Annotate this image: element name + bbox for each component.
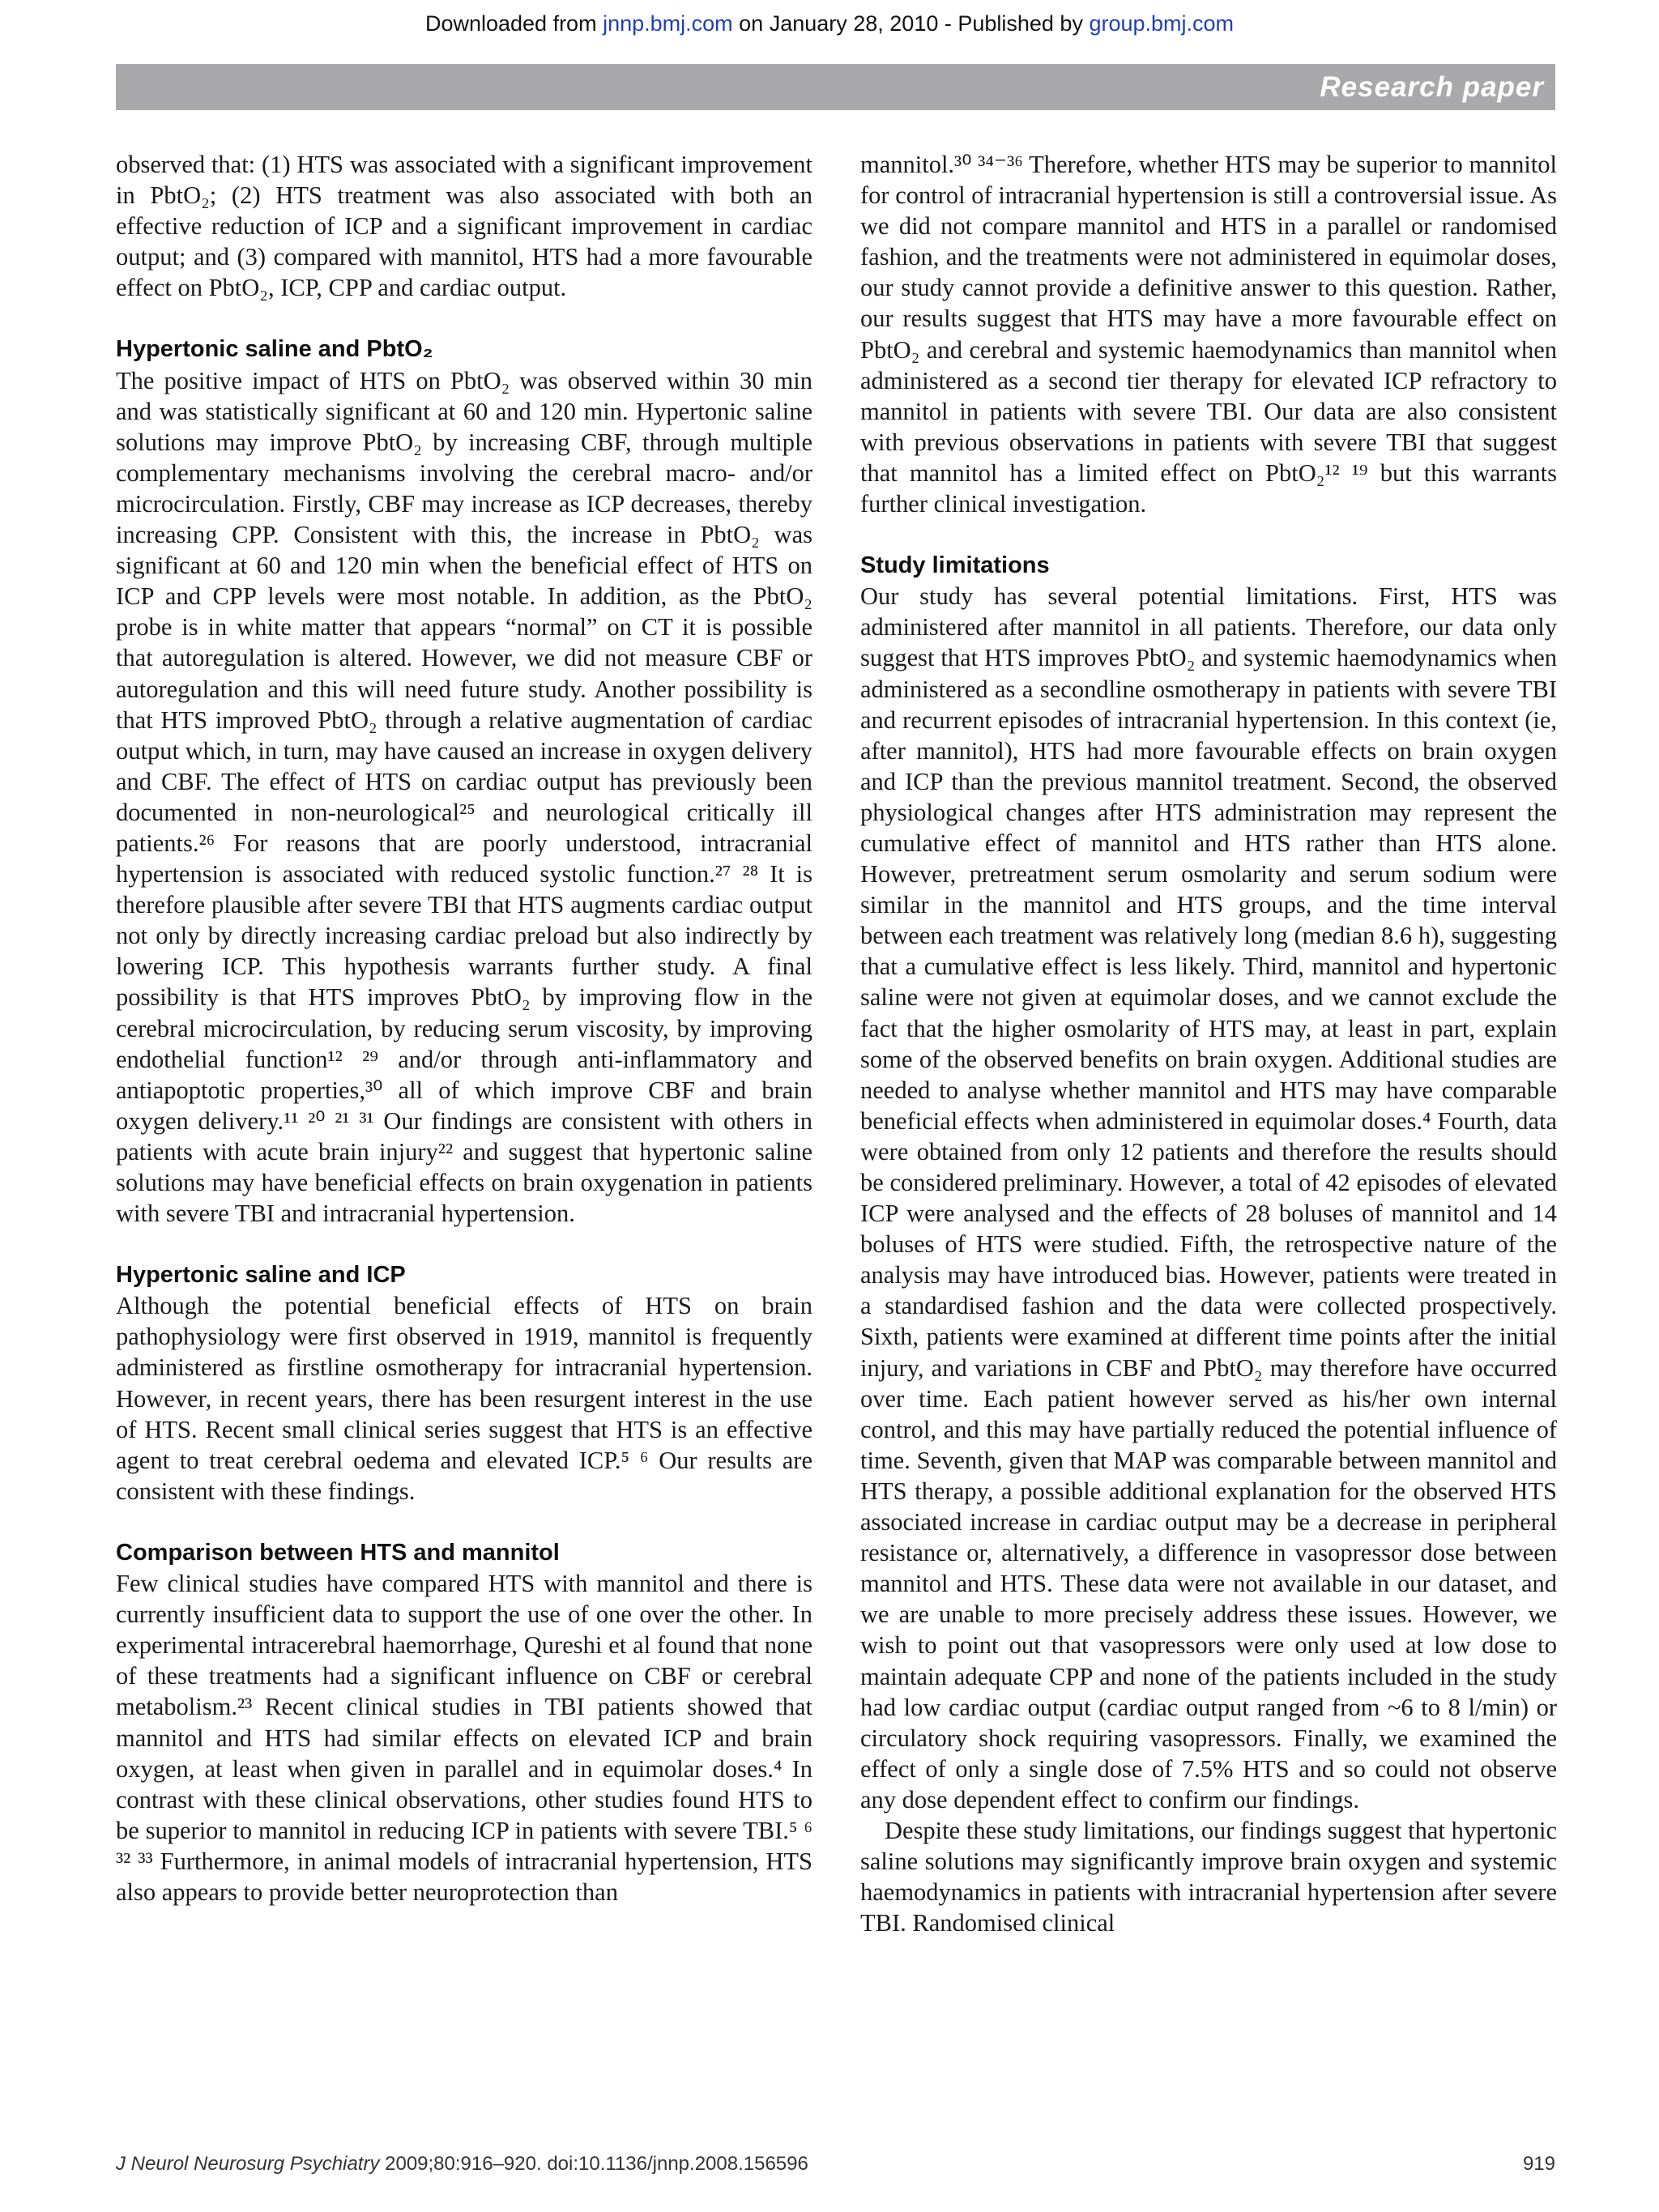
left-column: [116, 149, 812, 1907]
footer-citation: [116, 2153, 808, 2176]
right-column: [860, 149, 1557, 1938]
intro-paragraph: observed that: (1) HTS was associated with a significant improvement in PbtO₂; (2) HTS treatment was also associated with both an effective reduction of ICP and a significant improvement in cardiac output; and (3) compared with mannitol, HTS had a more favourable effect on PbtO₂, ICP, CPP and cardiac output.: [116, 151, 812, 302]
continuation-paragraph: mannitol.³⁰ ³⁴⁻³⁶ Therefore, whether HTS may be superior to mannitol for control of intracranial hypertension is still a controversial issue. As we did not compare mannitol and HTS in a parallel or randomised fashion, and the treatments were not administered in equimolar doses, our study cannot provide a definitive answer to this question. Rather, our results suggest that HTS may have a more favourable effect on PbtO₂ and cerebral and systemic haemodynamics than mannitol when administered as a second tier therapy for elevated ICP refractory to mannitol in patients with severe TBI. Our data are also consistent with previous observations in patients with severe TBI that suggest that mannitol has a limited effect on PbtO₂¹² ¹⁹ but this warrants further clinical investigation.: [860, 151, 1557, 518]
limitations-paragraph: Our study has several potential limitations. First, HTS was administered after mannitol in all patients. Therefore, our data only suggest that HTS improves PbtO₂ and systemic haemodynamics when administered as a secondline osmotherapy in patients with severe TBI and recurrent episodes of intracranial hypertension. In this context (ie, after mannitol), HTS had more favourable effects on brain oxygen and ICP than the previous mannitol treatment. Second, the observed physiological changes after HTS administration may represent the cumulative effect of mannitol and HTS rather than HTS alone. However, pretreatment serum osmolarity and serum sodium were similar in the mannitol and HTS groups, and the time interval between each treatment was relatively long (median 8.6 h), suggesting that a cumulative effect is less likely. Third, mannitol and hypertonic saline were not given at equimolar doses, and we cannot exclude the fact that the higher osmolarity of HTS may, at least in part, explain some of the observed benefits on brain oxygen. Additional studies are needed to analyse whether mannitol and HTS may have comparable beneficial effects when administered in equimolar doses.⁴ Fourth, data were obtained from only 12 patients and therefore the results should be considered preliminary. However, a total of 42 episodes of elevated ICP were analysed and the effects of 28 boluses of mannitol and 14 boluses of HTS were studied. Fifth, the retrospective nature of the analysis may have introduced bias. However, patients were treated in a standardised fashion and the data were collected prospectively. Sixth, patients were examined at different time points after the initial injury, and variations in CBF and PbtO₂ may therefore have occurred over time. Each patient however served as his/her own internal control, and this may have partially reduced the potential influence of time. Seventh, given that MAP was comparable between mannitol and HTS therapy, a possible additional explanation for the observed HTS associated increase in cardiac output may be a decrease in peripheral resistance or, alternatively, a difference in vasopressor dose between mannitol and HTS. These data were not available in our dataset, and we are unable to more precisely address these issues. However, we wish to point out that vasopressors were only used at low dose to maintain adequate CPP and none of the patients included in the study had low cardiac output (cardiac output ranged from ~6 to 8 l/min) or circulatory shock requiring vasopressors. Finally, we examined the effect of only a single dose of 7.5% HTS and so could not observe any dose dependent effect to confirm our findings.: [860, 582, 1557, 1813]
icp-paragraph: Although the potential beneficial effects of HTS on brain pathophysiology were first observed in 1919, mannitol is frequently administered as firstline osmotherapy for intracranial hypertension. However, in recent years, there has been resurgent interest in the use of HTS. Recent small clinical series suggest that HTS is an effective agent to treat cerebral oedema and elevated ICP.⁵ ⁶ Our results are consistent with these findings.: [116, 1292, 812, 1505]
download-middle: on January 28, 2010 - Published by: [732, 11, 1090, 36]
download-prefix: Downloaded from: [424, 11, 603, 36]
heading-study-limitations: Study limitations: [860, 552, 1050, 579]
pbto2-paragraph: The positive impact of HTS on PbtO₂ was observed within 30 min and was statistically significant at 60 and 120 min. Hypertonic saline solutions may improve PbtO₂ by increasing CBF, through multiple complementary mechanisms involving the cerebral macro- and/or microcirculation. Firstly, CBF may increase as ICP decreases, thereby increasing CPP. Consistent with this, the increase in PbtO₂ was significant at 60 and 120 min when the beneficial effect of HTS on ICP and CPP levels were most notable. In addition, as the PbtO₂ probe is in white matter that appears “normal” on CT it is possible that autoregulation is altered. However, we did not measure CBF or autoregulation and this will need future study. Another possibility is that HTS improved PbtO₂ through a relative augmentation of cardiac output which, in turn, may have caused an increase in oxygen delivery and CBF. The effect of HTS on cardiac output has previously been documented in non-neurological²⁵ and neurological critically ill patients.²⁶ For reasons that are poorly understood, intracranial hypertension is associated with reduced systolic function.²⁷ ²⁸ It is therefore plausible after severe TBI that HTS augments cardiac output not only by directly increasing cardiac preload but also indirectly by lowering ICP. This hypothesis warrants further study. A final possibility is that HTS improves PbtO₂ by improving flow in the cerebral microcirculation, by reducing serum viscosity, by improving endothelial function¹² ²⁹ and/or through anti-inflammatory and antiapoptotic properties,³⁰ all of which improve CBF and brain oxygen delivery.¹¹ ²⁰ ²¹ ³¹ Our findings are consistent with others in patients with acute brain injury²² and suggest that hypertonic saline solutions may have beneficial effects on brain oxygenation in patients with severe TBI and intracranial hypertension.: [116, 366, 812, 1228]
heading-comparison: Comparison between HTS and mannitol: [116, 1539, 560, 1566]
citation-details: 2009;80:916–920. doi:10.1136/jnnp.2008.156596: [379, 2153, 808, 2175]
publisher-site-link[interactable]: group.bmj.com: [1089, 11, 1235, 36]
heading-hypertonic-saline-icp: Hypertonic saline and ICP: [116, 1262, 406, 1289]
journal-site-link[interactable]: jnnp.bmj.com: [603, 11, 733, 36]
comparison-paragraph: Few clinical studies have compared HTS with mannitol and there is currently insufficient data to support the use of one over the other. In experimental intracerebral haemorrhage, Qureshi et al found that none of these treatments had a significant influence on CBF or cerebral metabolism.²³ Recent clinical studies in TBI patients showed that mannitol and HTS had similar effects on elevated ICP and brain oxygen, at least when given in parallel and in equimolar doses.⁴ In contrast with these clinical observations, other studies found HTS to be superior to mannitol in reducing ICP in patients with severe TBI.⁵ ⁶ ³² ³³ Furthermore, in animal models of intracranial hypertension, HTS also appears to provide better neuroprotection than: [116, 1570, 812, 1906]
conclusion-paragraph: Despite these study limitations, our findings suggest that hypertonic saline solutions may significantly improve brain oxygen and systemic haemodynamics in patients with intracranial hypertension after severe TBI. Randomised clinical: [860, 1816, 1557, 1937]
journal-name: J Neurol Neurosurg Psychiatry: [116, 2153, 380, 2175]
page-number: 919: [1522, 2153, 1555, 2175]
section-label: Research paper: [1320, 71, 1544, 103]
section-header-bar: [116, 64, 1555, 110]
download-notice: [0, 11, 1659, 36]
heading-hypertonic-saline-pbto2: Hypertonic saline and PbtO₂: [116, 336, 433, 363]
